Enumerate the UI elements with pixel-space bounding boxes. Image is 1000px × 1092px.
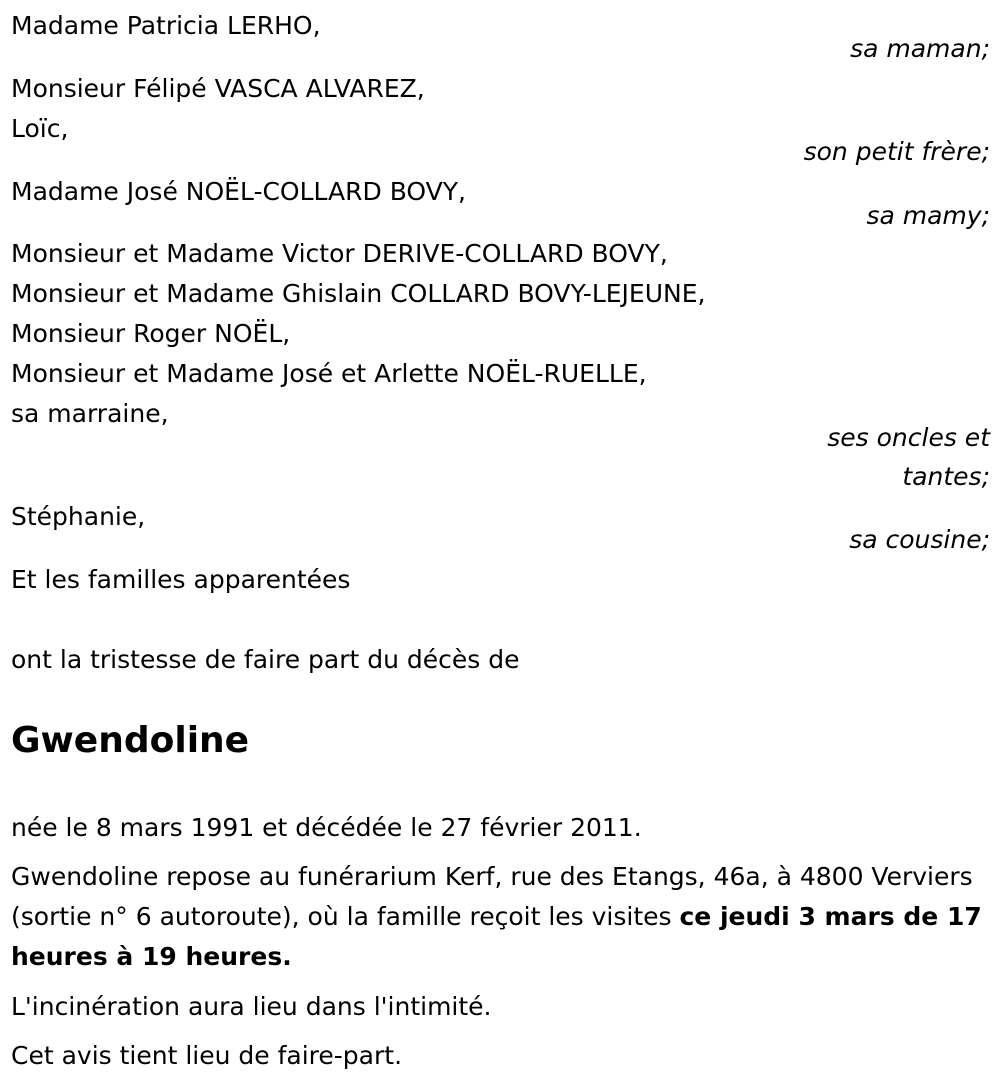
relation-petit-frere: son petit frère; [803,137,990,166]
family-member-felipe: Monsieur Félipé VASCA ALVAREZ, [11,74,425,103]
closing-note: Cet avis tient lieu de faire-part. [11,1041,403,1070]
family-member-ghislain: Monsieur et Madame Ghislain COLLARD BOVY-LEJEUNE, [11,279,706,308]
related-families: Et les familles apparentées [11,565,351,594]
family-member-jose: Madame José NOËL-COLLARD BOVY, [11,177,466,206]
family-member-stephanie: Stéphanie, [11,502,146,531]
family-member-roger: Monsieur Roger NOËL, [11,319,291,348]
family-member-jose-arlette: Monsieur et Madame José et Arlette NOËL-RUELLE, [11,359,647,388]
relation-oncles-line2: tantes; [902,462,990,491]
family-member-patricia: Madame Patricia LERHO, [11,11,321,40]
visit-time: ce jeudi 3 mars de 17 heures à 19 heures. [11,902,982,971]
funeral-details [11,857,986,977]
relation-oncles-line1: ses oncles et [827,423,990,452]
relation-maman: sa maman; [850,34,990,63]
birth-death-dates: née le 8 mars 1991 et décédée le 27 février 2011. [11,813,642,842]
relation-cousine: sa cousine; [849,525,990,554]
incineration-note: L'incinération aura lieu dans l'intimité. [11,992,492,1021]
funeral-intro: Gwendoline repose au funérarium Kerf, rue des Etangs, 46a, à 4800 Verviers (sortie n° 6 autoroute), où la famille reçoit les visites [11,862,973,931]
relation-mamy: sa mamy; [866,201,990,230]
family-member-marraine: sa marraine, [11,399,169,428]
family-member-loic: Loïc, [11,114,69,143]
deceased-name: Gwendoline [11,720,250,761]
family-member-victor: Monsieur et Madame Victor DERIVE-COLLARD BOVY, [11,239,668,268]
announcement-text: ont la tristesse de faire part du décès de [11,645,520,674]
